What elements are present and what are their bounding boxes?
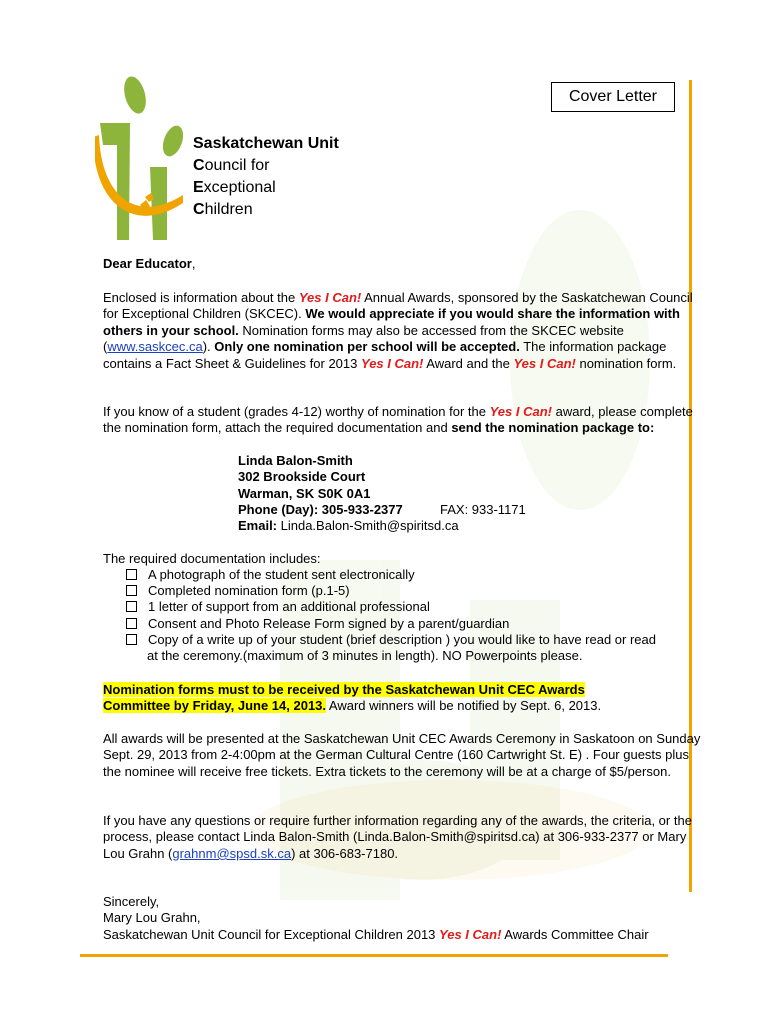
closing: Sincerely, [103,894,160,909]
paragraph-ceremony: All awards will be presented at the Saskatchewan Unit CEC Awards Ceremony in Saskatoon on Sunday Sept. 29, 2013 from 2-4:00pm at the German Cultural Centre (160 Cartwright St. E) . Four guests plus the nominee will receive free tickets. Extra tickets to the ceremony will be at a charge of $5/person. [103,731,701,779]
docs-intro: The required documentation includes: [103,551,321,566]
address-email: Email: Linda.Balon-Smith@spiritsd.ca [238,518,459,533]
doc-item: 1 letter of support from an additional professional [126,599,430,615]
address-phone: Phone (Day): 305-933-2377 [238,502,403,517]
org-title-line2: Council for [193,157,270,174]
paragraph-intro: Enclosed is information about the Yes I Can! Annual Awards, sponsored by the Saskatchewan Council for Exceptional Children (SKCEC). We would appreciate if you would share the information with others in your school. Nomination forms may also be accessed from the SKCEC website (www.saskcec.ca). Only one nomination per school will be accepted. The information package contains a Fact Sheet & Guidelines for 2013 Yes I Can! Award and the Yes I Can! nomination form. [103,290,693,371]
checkbox-icon [126,585,137,596]
address-name: Linda Balon-Smith [238,453,353,468]
deadline-line2: Committee by Friday, June 14, 2013. Award winners will be notified by Sept. 6, 2013. [103,698,602,713]
address-street: 302 Brookside Court [238,469,366,484]
deadline-line1: Nomination forms must to be received by the Saskatchewan Unit CEC Awards [103,682,585,697]
doc-item-continuation: at the ceremony.(maximum of 3 minutes in length). NO Powerpoints please. [147,648,583,663]
checkbox-icon [126,601,137,612]
paragraph-nominate: If you know of a student (grades 4-12) worthy of nomination for the Yes I Can! award, please complete the nomination form, attach the required documentation and send the nomination package to: [103,404,693,436]
skcec-website-link[interactable]: www.saskcec.ca [107,339,203,355]
signer-title: Saskatchewan Unit Council for Exceptional Children 2013 Yes I Can! Awards Committee Chair [103,927,649,942]
checkbox-icon [126,618,137,629]
footer-rule [80,954,668,957]
address-fax: FAX: 933-1171 [440,502,526,517]
cover-letter-label: Cover Letter [551,82,675,112]
doc-item: Copy of a write up of your student (brief description ) you would like to have read or read [126,632,656,648]
doc-item: A photograph of the student sent electronically [126,567,415,583]
checkbox-icon [126,569,137,580]
org-title-line4: Children [193,201,253,218]
doc-item: Completed nomination form (p.1-5) [126,583,350,599]
signer-name: Mary Lou Grahn, [103,910,201,925]
org-title-line3: Exceptional [193,179,276,196]
skcec-logo [95,75,190,250]
address-city: Warman, SK S0K 0A1 [238,486,371,501]
org-title [193,133,339,221]
greeting: Dear Educator, [103,256,196,271]
email-link[interactable]: grahnm@spsd.sk.ca [172,845,292,861]
doc-item: Consent and Photo Release Form signed by a parent/guardian [126,616,509,632]
org-title-line1: Saskatchewan Unit [193,135,339,152]
checkbox-icon [126,634,137,645]
paragraph-contact: If you have any questions or require further information regarding any of the awards, the criteria, or the process, please contact Linda Balon-Smith (Linda.Balon-Smith@spiritsd.ca) at 306-933-2377 or Mary Lou Grahn (grahnm@spsd.sk.ca) at 306-683-7180. [103,813,692,861]
